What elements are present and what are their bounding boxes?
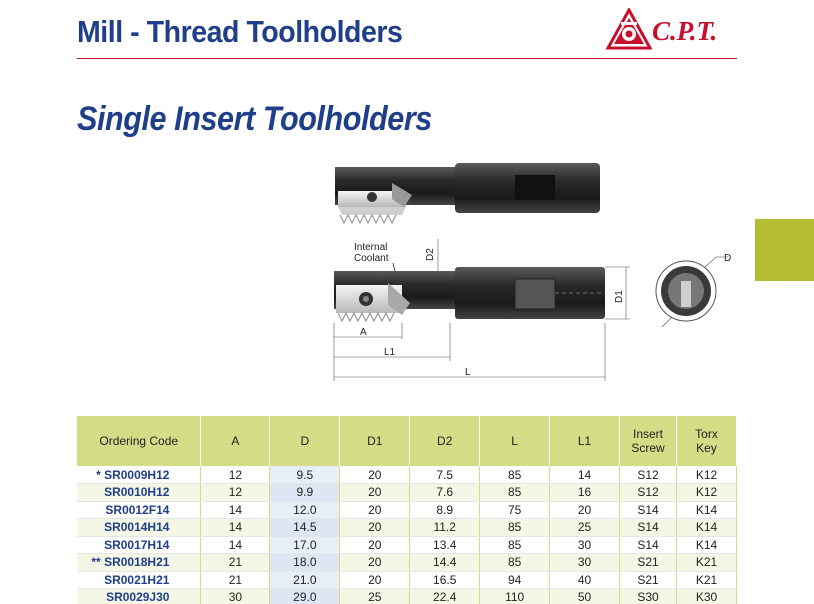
table-cell: 20 <box>340 571 410 589</box>
d-label: D <box>724 253 732 264</box>
table-row <box>77 571 737 589</box>
table-cell: 94 <box>480 571 550 589</box>
table-cell: 12 <box>201 484 270 502</box>
ordering-code-cell: ** SR0018H21 <box>77 554 201 572</box>
table-cell: 14 <box>201 519 270 537</box>
internal-coolant-label-line1: Internal <box>354 242 388 253</box>
col-ordering-code: Ordering Code <box>77 416 201 466</box>
table-cell: 85 <box>480 484 550 502</box>
table-row <box>77 536 737 554</box>
table-cell: 14 <box>201 501 270 519</box>
table-cell: S14 <box>620 536 677 554</box>
table-cell: 22.4 <box>410 589 480 604</box>
table-cell: K30 <box>676 589 736 604</box>
side-tab <box>755 219 814 281</box>
table-row <box>77 501 737 519</box>
brand-name: C.P.T. <box>652 16 718 46</box>
table-cell: 20 <box>340 536 410 554</box>
table-cell: 18.0 <box>270 554 340 572</box>
table-row <box>77 484 737 502</box>
table-cell: S12 <box>620 466 677 484</box>
d1-label: D1 <box>614 290 625 303</box>
table-cell: S12 <box>620 484 677 502</box>
table-cell: 20 <box>340 484 410 502</box>
table-cell: K12 <box>676 466 736 484</box>
table-row <box>77 589 737 604</box>
col-d2: D2 <box>410 416 480 466</box>
a-label: A <box>360 327 367 338</box>
page-title: Mill - Thread Toolholders <box>77 14 403 49</box>
l-label: L <box>465 367 471 378</box>
d2-label: D2 <box>425 248 436 261</box>
table-cell: 50 <box>550 589 620 604</box>
table-row <box>77 519 737 537</box>
table-cell: 11.2 <box>410 519 480 537</box>
table-cell: S30 <box>620 589 677 604</box>
col-l: L <box>480 416 550 466</box>
ordering-code-cell: SR0029J30 <box>77 589 201 604</box>
table-cell: 16.5 <box>410 571 480 589</box>
table-cell: 12.0 <box>270 501 340 519</box>
table-cell: 30 <box>201 589 270 604</box>
table-cell: 17.0 <box>270 536 340 554</box>
table-cell: 20 <box>550 501 620 519</box>
table-cell: 21.0 <box>270 571 340 589</box>
ordering-code-cell: * SR0009H12 <box>77 466 201 484</box>
table-cell: K14 <box>676 536 736 554</box>
table-cell: 20 <box>340 519 410 537</box>
table-cell: 85 <box>480 554 550 572</box>
cpt-emblem-icon <box>606 8 652 52</box>
table-cell: 30 <box>550 554 620 572</box>
col-d1: D1 <box>340 416 410 466</box>
table-cell: S14 <box>620 519 677 537</box>
table-cell: 7.5 <box>410 466 480 484</box>
toolholder-spec-table <box>77 416 737 604</box>
table-cell: 110 <box>480 589 550 604</box>
title-divider <box>77 58 737 59</box>
table-cell: 14 <box>201 536 270 554</box>
table-cell: 85 <box>480 519 550 537</box>
table-row <box>77 466 737 484</box>
toolholder-end-view <box>656 257 728 327</box>
internal-coolant-label-line2: Coolant <box>354 253 389 264</box>
table-cell: 29.0 <box>270 589 340 604</box>
table-cell: 9.9 <box>270 484 340 502</box>
ordering-code-cell: SR0010H12 <box>77 484 201 502</box>
table-cell: K14 <box>676 501 736 519</box>
col-a: A <box>201 416 270 466</box>
ordering-code-cell: SR0014H14 <box>77 519 201 537</box>
table-cell: 25 <box>340 589 410 604</box>
table-cell: 9.5 <box>270 466 340 484</box>
table-cell: 85 <box>480 536 550 554</box>
table-header-row <box>77 416 737 466</box>
table-cell: S21 <box>620 571 677 589</box>
table-cell: 75 <box>480 501 550 519</box>
table-cell: K14 <box>676 519 736 537</box>
table-cell: S21 <box>620 554 677 572</box>
toolholder-side-view <box>334 267 605 321</box>
ordering-code-cell: SR0017H14 <box>77 536 201 554</box>
table-cell: 20 <box>340 466 410 484</box>
table-cell: 12 <box>201 466 270 484</box>
table-cell: 16 <box>550 484 620 502</box>
table-cell: K21 <box>676 554 736 572</box>
table-cell: 30 <box>550 536 620 554</box>
col-d: D <box>270 416 340 466</box>
table-cell: 40 <box>550 571 620 589</box>
table-cell: 14 <box>550 466 620 484</box>
toolholder-3d-view <box>335 163 600 223</box>
table-cell: 21 <box>201 571 270 589</box>
ordering-code-cell: SR0021H21 <box>77 571 201 589</box>
table-cell: 7.6 <box>410 484 480 502</box>
table-cell: 13.4 <box>410 536 480 554</box>
table-cell: 85 <box>480 466 550 484</box>
l1-label: L1 <box>384 347 396 358</box>
table-cell: 14.5 <box>270 519 340 537</box>
table-cell: 21 <box>201 554 270 572</box>
table-cell: K21 <box>676 571 736 589</box>
table-cell: 8.9 <box>410 501 480 519</box>
table-row <box>77 554 737 572</box>
table-cell: 25 <box>550 519 620 537</box>
table-cell: 14.4 <box>410 554 480 572</box>
table-cell: K12 <box>676 484 736 502</box>
toolholder-drawing <box>320 155 760 395</box>
table-cell: S14 <box>620 501 677 519</box>
section-title: Single Insert Toolholders <box>77 100 432 138</box>
col-torx-key: Torx Key <box>676 416 736 466</box>
brand-logo <box>606 8 746 52</box>
col-insert-screw: Insert Screw <box>620 416 677 466</box>
table-cell: 20 <box>340 501 410 519</box>
col-l1: L1 <box>550 416 620 466</box>
ordering-code-cell: SR0012F14 <box>77 501 201 519</box>
table-cell: 20 <box>340 554 410 572</box>
